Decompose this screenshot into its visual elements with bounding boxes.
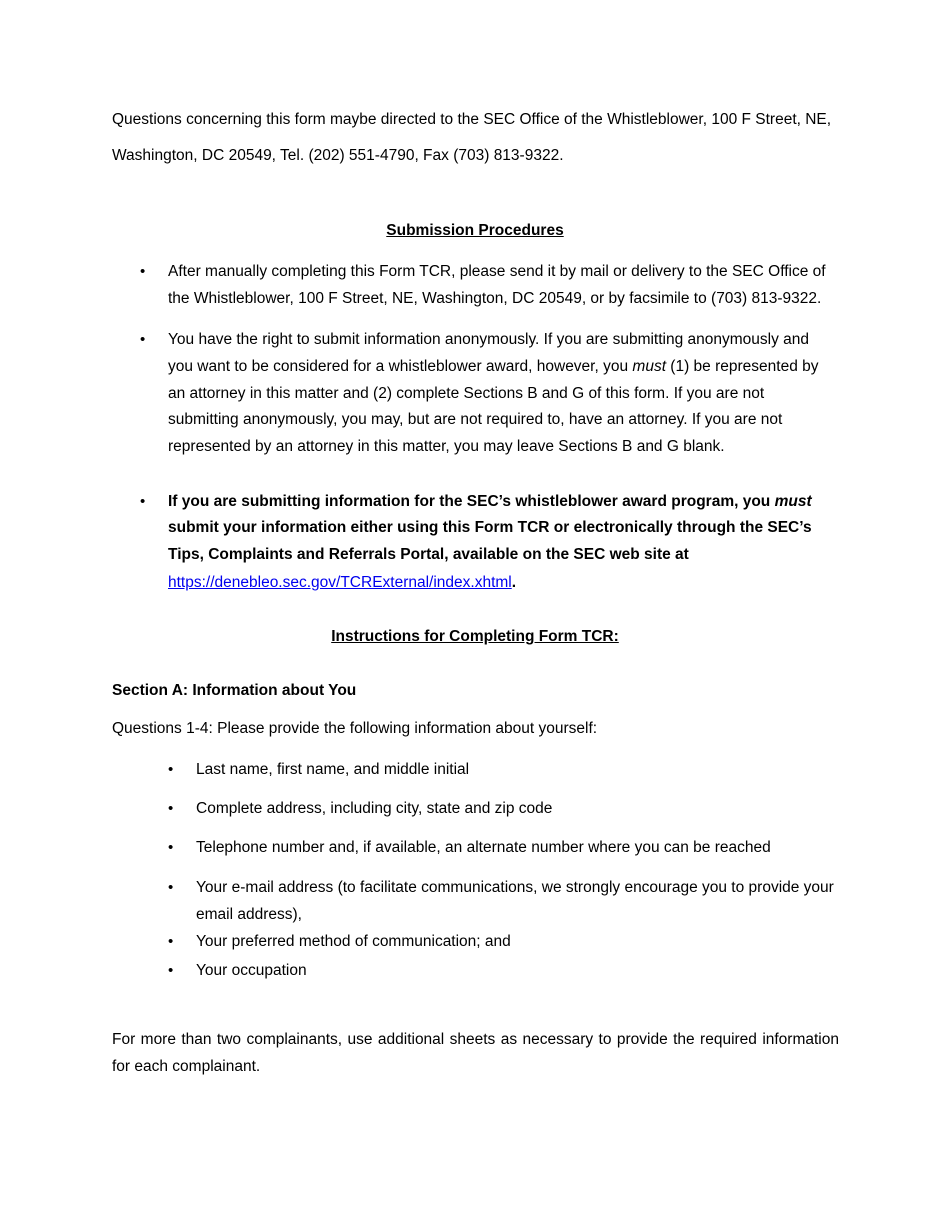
instructions-heading: Instructions for Completing Form TCR:	[331, 628, 619, 645]
bullet-2-text: you want to be considered for a whistleblower award, however, you	[168, 358, 633, 375]
submission-bullet-1-line-1: After manually completing this Form TCR, please send it by mail or delivery to the SEC Office of	[168, 263, 826, 280]
must-emphasis: must	[632, 358, 666, 375]
bullet-icon: •	[168, 933, 174, 950]
section-a-item: Your occupation	[196, 962, 307, 979]
submission-bullet-2-line-5: represented by an attorney in this matter, you may leave Sections B and G blank.	[168, 438, 725, 455]
submission-bullet-2-line-2	[168, 353, 819, 380]
bullet-icon: •	[168, 962, 174, 979]
section-a-item: Last name, first name, and middle initial	[196, 761, 470, 778]
section-a-closing: For more than two complainants, use additional sheets as necessary to provide the required information for each complainant.	[112, 1031, 839, 1075]
submission-bullet-2-line-3: an attorney in this matter and (2) complete Sections B and G of this form. If you are not	[168, 385, 765, 402]
bullet-icon: •	[168, 879, 174, 896]
bullet-icon: •	[168, 839, 174, 856]
submission-procedures-heading: Submission Procedures	[386, 222, 564, 239]
bullet-icon: •	[140, 263, 146, 280]
bullet-icon: •	[168, 800, 174, 817]
submission-bullet-1-line-2: the Whistleblower, 100 F Street, NE, Washington, DC 20549, or by facsimile to (703) 813-9322.	[168, 290, 822, 307]
tcr-portal-link[interactable]: https://denebleo.sec.gov/TCRExternal/index.xhtml	[168, 574, 512, 591]
submission-bullet-3-line-4	[168, 569, 516, 596]
section-a-item-continuation: email address),	[196, 906, 302, 923]
section-a-item: Complete address, including city, state and zip code	[196, 800, 553, 817]
intro-line-2: Washington, DC 20549, Tel. (202) 551-4790, Fax (703) 813-9322.	[112, 147, 564, 164]
bullet-2-text: (1) be represented by	[666, 358, 819, 375]
bullet-icon: •	[140, 331, 146, 348]
intro-line-1: Questions concerning this form maybe directed to the SEC Office of the Whistleblower, 100 F Street, NE,	[112, 111, 832, 128]
submission-bullet-3-line-2: submit your information either using this Form TCR or electronically through the SEC’s	[168, 519, 812, 536]
section-a-title: Section A: Information about You	[112, 682, 357, 699]
bullet-icon: •	[140, 493, 146, 510]
submission-bullet-3-line-1	[168, 488, 812, 515]
section-a-item: Telephone number and, if available, an alternate number where you can be reached	[196, 839, 771, 856]
section-a-item: Your e-mail address (to facilitate communications, we strongly encourage you to provide your	[196, 879, 834, 896]
link-period: .	[511, 574, 517, 591]
must-emphasis: must	[774, 493, 812, 510]
section-a-item: Your preferred method of communication; and	[196, 933, 511, 950]
bullet-icon: •	[168, 761, 174, 778]
section-a-lead: Questions 1-4: Please provide the following information about yourself:	[112, 720, 598, 737]
submission-bullet-2-line-1: You have the right to submit information anonymously. If you are submitting anonymously and	[168, 331, 810, 348]
submission-bullet-2-line-4: submitting anonymously, you may, but are not required to, have an attorney. If you are not	[168, 411, 783, 428]
submission-bullet-3-line-3: Tips, Complaints and Referrals Portal, available on the SEC web site at	[168, 546, 689, 563]
bullet-3-text: If you are submitting information for the SEC’s whistleblower award program, you	[168, 493, 775, 510]
